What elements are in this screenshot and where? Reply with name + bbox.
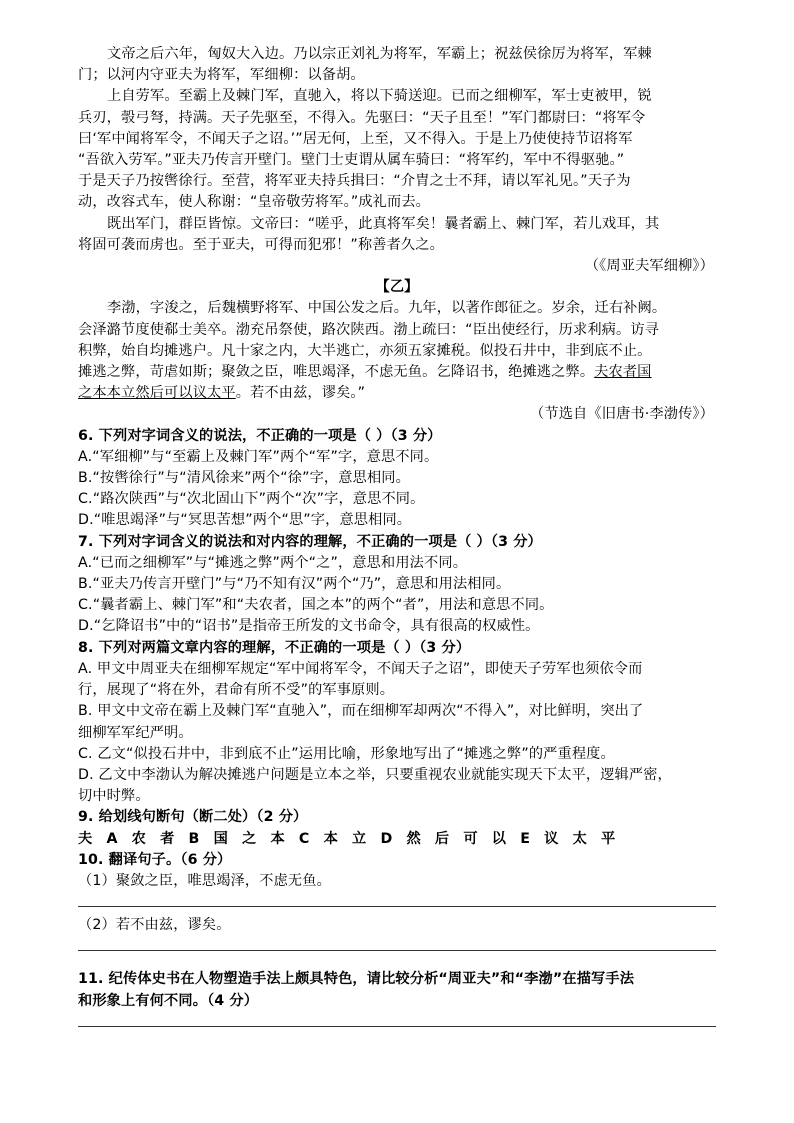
answer-line[interactable] xyxy=(78,906,716,907)
option-line: B. 甲文中文帝在霸上及棘门军“直驰入”，而在细柳军却两次“不得入”，对比鲜明，突出了 xyxy=(78,703,644,720)
seq-char: A xyxy=(106,830,118,847)
passage-line: 兵刃，彀弓弩，持满。天子先驱至，不得入。先驱曰：“天子且至！”军门都尉曰：“将军令 xyxy=(78,109,646,126)
seq-char: 国 xyxy=(213,830,228,847)
passage-line: 于是天子乃按辔徐行。至营，将军亚夫持兵揖曰：“介胄之士不拜，请以军礼见。”天子为 xyxy=(78,173,631,190)
option-line: D. 乙文中李渤认为解决摊逃户问题是立本之举，只要重视农业就能实现天下太平，逻辑严密， xyxy=(78,766,672,783)
passage-line: “吾欲入劳军。”亚夫乃传言开壁门。壁门士吏谓从属车骑曰：“将军约，军中不得驱驰。” xyxy=(78,152,625,169)
seq-char: 太 xyxy=(572,830,587,847)
answer-line[interactable] xyxy=(78,1026,716,1027)
question-stem: 8. 下列对两篇文章内容的理解，不正确的一项是（ ）（3 分） xyxy=(78,639,471,656)
passage-line: 积弊，始自均摊逃户。凡十家之内，大半逃亡，亦须五家摊税。似投石井中，非到底不止。 xyxy=(78,342,652,359)
seq-char: 后 xyxy=(434,830,450,847)
underlined-sentence: 之本本立然后可以议太平 xyxy=(78,385,236,402)
question-11 xyxy=(78,969,716,1026)
translation-item-2: （2）若不由兹，谬矣。 xyxy=(78,917,231,934)
passage-line xyxy=(78,362,716,383)
passage-line: 动，改容式车，使人称谢：“皇帝敬劳将军。”成礼而去。 xyxy=(78,194,431,211)
option-b: B.“亚夫乃传言开壁门”与“乃不知有汉”两个“乃”，意思和用法相同。 xyxy=(78,576,511,593)
passage-line: 上自劳军。至霸上及棘门军，直驰入，将以下骑送迎。已而之细柳军，军士吏被甲，锐 xyxy=(107,88,652,105)
seq-char: 以 xyxy=(491,830,507,847)
option-line: 细柳军军纪严明。 xyxy=(78,724,193,741)
seq-char: D xyxy=(380,830,393,847)
option-c: C.“曩者霸上、棘门军”和“夫农者，国之本”的两个“者”，用法和意思不同。 xyxy=(78,597,554,614)
seq-char: 可 xyxy=(463,830,478,847)
seq-char: 之 xyxy=(242,830,257,847)
passage-text: 。若不由兹，谬矣。” xyxy=(235,385,366,402)
passage-line: 将固可袭而虏也。至于亚夫，可得而犯邪！”称善者久之。 xyxy=(78,236,444,253)
exam-page xyxy=(78,44,716,1035)
question-6 xyxy=(78,426,716,532)
passage-line: 既出军门，群臣皆惊。文帝曰：“嗟乎，此真将军矣！曩者霸上、棘门军，若儿戏耳，其 xyxy=(107,215,660,232)
seq-char: 农 xyxy=(131,830,147,847)
seq-char: B xyxy=(188,830,200,847)
passage-line: 李渤，字浚之，后魏横野将军、中国公发之后。九年，以著作郎征之。岁余，迁右补阙。 xyxy=(107,300,667,317)
passage-line: 会泽潞节度使郗士美卒。渤充吊祭使，路次陕西。渤上疏曰：“臣出使经行，历求利病。访寻 xyxy=(78,321,660,338)
seq-char: 本 xyxy=(323,830,338,847)
option-a: A.“军细柳”与“至霸上及棘门军”两个“军”字，意思不同。 xyxy=(78,448,439,465)
seq-char: 夫 xyxy=(78,830,93,847)
passage-line: 曰‘军中闻将军令，不闻天子之诏。’”居无何，上至，又不得入。于是上乃使使持节诏将军 xyxy=(78,130,633,147)
underlined-sentence: 夫农者国 xyxy=(594,364,652,381)
section-heading-yi: 【乙】 xyxy=(375,279,419,296)
passage-line xyxy=(78,383,716,404)
option-d: D.“乞降诏书”中的“诏书”是指帝王所发的文书命令，具有很高的权威性。 xyxy=(78,618,540,635)
question-stem: 6. 下列对字词含义的说法，不正确的一项是（ ）（3 分） xyxy=(78,427,442,444)
answer-line[interactable] xyxy=(78,950,716,951)
seq-char: 者 xyxy=(160,830,175,847)
option-line: A. 甲文中周亚夫在细柳军规定“军中闻将军令，不闻天子之诏”，即使天子劳军也须依令而 xyxy=(78,660,643,677)
question-stem: 7. 下列对字词含义的说法和对内容的理解，不正确的一项是（ ）（3 分） xyxy=(78,533,542,550)
option-a: A.“已而之细柳军”与“摊逃之弊”两个“之”，意思和用法不同。 xyxy=(78,554,468,571)
option-line: 行，展现了“将在外，君命有所不受”的军事原则。 xyxy=(78,682,395,699)
seq-char: 议 xyxy=(544,830,559,847)
question-stem: 11. 纪传体史书在人物塑造手法上颇具特色，请比较分析“周亚夫”和“李渤”在描写手法 xyxy=(78,971,635,988)
question-stem: 9. 给划线句断句（断二处）（2 分） xyxy=(78,809,308,826)
seq-char: E xyxy=(520,830,531,847)
passage-jia xyxy=(78,44,716,277)
option-b: B.“按辔徐行”与“清风徐来”两个“徐”字，意思相同。 xyxy=(78,470,410,487)
option-line: 切中时弊。 xyxy=(78,788,150,805)
option-d: D.“唯思竭泽”与“冥思苦想”两个“思”字，意思相同。 xyxy=(78,512,412,529)
passage-line: 门；以河内守亚夫为将军，军细柳：以备胡。 xyxy=(78,67,365,84)
question-7 xyxy=(78,532,716,638)
option-line: C. 乙文“似投石井中，非到底不止”运用比喻，形象地写出了“摊逃之弊”的严重程度。 xyxy=(78,745,615,762)
seq-char: 然 xyxy=(406,830,421,847)
passage-text: 摊逃之弊，苛虐如斯；聚敛之臣，唯思竭泽，不虑无鱼。乞降诏书，绝摊逃之弊。 xyxy=(78,364,595,381)
question-8 xyxy=(78,638,716,808)
seq-char: C xyxy=(298,830,310,847)
question-stem: 10. 翻译句子。（6 分） xyxy=(78,851,232,868)
question-9 xyxy=(78,807,716,849)
question-stem: 和形象上有何不同。（4 分） xyxy=(78,992,259,1009)
source-citation: （《周亚夫军细柳》） xyxy=(584,258,714,275)
option-c: C.“路次陕西”与“次北固山下”两个“次”字，意思不同。 xyxy=(78,491,425,508)
seq-char: 平 xyxy=(601,830,616,847)
passage-yi xyxy=(78,298,716,425)
seq-char: 本 xyxy=(270,830,285,847)
translation-item-1: （1）聚敛之臣，唯思竭泽，不虑无鱼。 xyxy=(78,872,331,889)
passage-line: 文帝之后六年，匈奴大入边。乃以宗正刘礼为将军，军霸上；祝兹侯徐厉为将军，军棘 xyxy=(107,46,652,62)
source-citation: （节选自《旧唐书·李渤传》） xyxy=(530,406,714,423)
punctuation-sequence xyxy=(78,829,716,850)
seq-char: 立 xyxy=(352,830,367,847)
question-10 xyxy=(78,850,716,952)
